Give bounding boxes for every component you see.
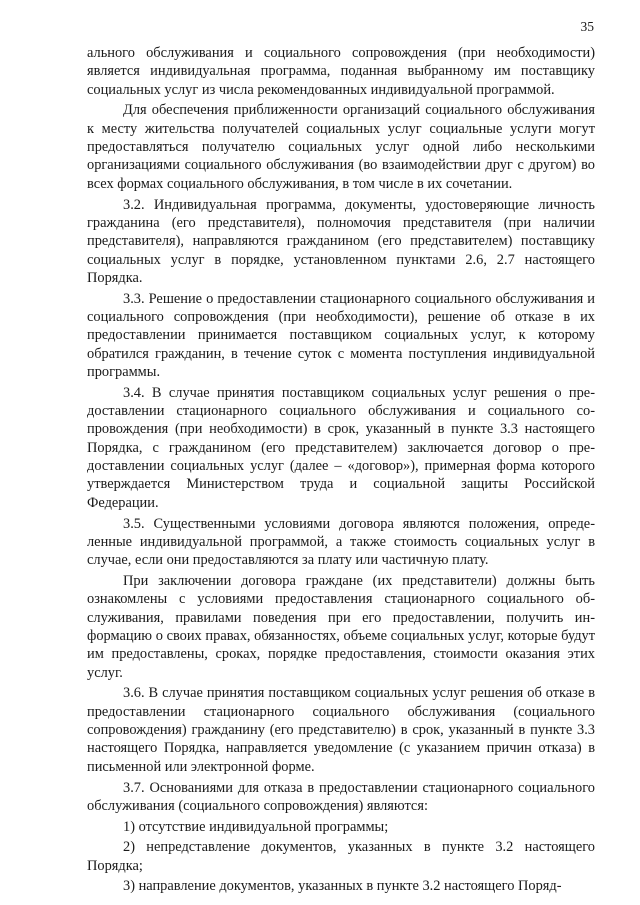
paragraph: Для обеспечения приближенности организаций социального обслуживания к месту жительства получателей социальных услуг социальные услуги могут предоставляться получателю социальных услуг одной либо несколькими организациями социального обслуживания (во взаимодействии друг с другом) во всех формах социального обслуживания, в том числе в их сочетании. [87, 102, 595, 192]
list-item: 1) отсутствие индивидуальной программы; [123, 818, 389, 835]
list-item: 3) направление документов, указанных в пункте 3.2 настоящего Поряд- [123, 878, 562, 895]
paragraph: 3.2. Индивидуальная программа, документы, удостоверяющие личность гражданина (его представителя), полномочия представителя (при наличии представителя), направляются гражданином (его представителем) поставщику социальных услуг в порядке, установленном пунктами 2.6, 2.7 настоящего Порядка. [87, 196, 595, 286]
paragraph: ального обслуживания и социального сопровождения (при необходимости) является индивидуальная программа, поданная выбранному им поставщику социальных услуг из числа рекомендованных индивидуальной программой. [87, 45, 595, 98]
paragraph: 3.3. Решение о предоставлении стационарного социального обслуживания и социального сопровождения (при необходимости), решение об отказе в их предоставлении принимается поставщиком социальных услуг, к которому обратился гражданин, в течение суток с момента поступления индивидуальной программы. [87, 290, 595, 381]
paragraph: При заключении договора граждане (их представители) должны быть ознакомлены с условиями предоставления стационарного социального обслуживания, правилами поведения при его предоставлении, получить информацию о своих правах, обязанностях, объеме социальных услуг, которые будут им предоставлены, сроках, порядке предоставления, стоимости оказания этих услуг. [87, 572, 595, 681]
paragraph: 3.4. В случае принятия поставщиком социальных услуг решения о предоставлении стационарного социального обслуживания и социального сопровождения (при необходимости) в срок, указанный в пункте 3.3 настоящего Порядка, с гражданином (его представителем) заключается договор о предоставлении социальных услуг (далее – «договор»), примерная форма которого утверждается Министерством труда и социальной защиты Российской Федерации. [87, 384, 595, 511]
paragraph: 3.5. Существенными условиями договора являются положения, определенные индивидуальной программой, а также стоимость социальных услуг в случае, если они предоставляются за плату или частичную плату. [87, 515, 595, 569]
page-number: 35 [580, 19, 594, 34]
paragraph: 3.7. Основаниями для отказа в предоставлении стационарного социального обслуживания (социального сопровождения) являются: [87, 779, 595, 814]
list-item: 2) непредставление документов, указанных в пункте 3.2 настоящего Порядка; [87, 839, 595, 874]
paragraph: 3.6. В случае принятия поставщиком социальных услуг решения об отказе в предоставлении стационарного социального обслуживания (социального сопровождения) гражданину (его представителю) в срок, указанный в пункте 3.3 настоящего Порядка, направляется уведомление (с указанием причин отказа) в письменной или электронной форме. [87, 685, 595, 775]
document-body [87, 44, 595, 898]
